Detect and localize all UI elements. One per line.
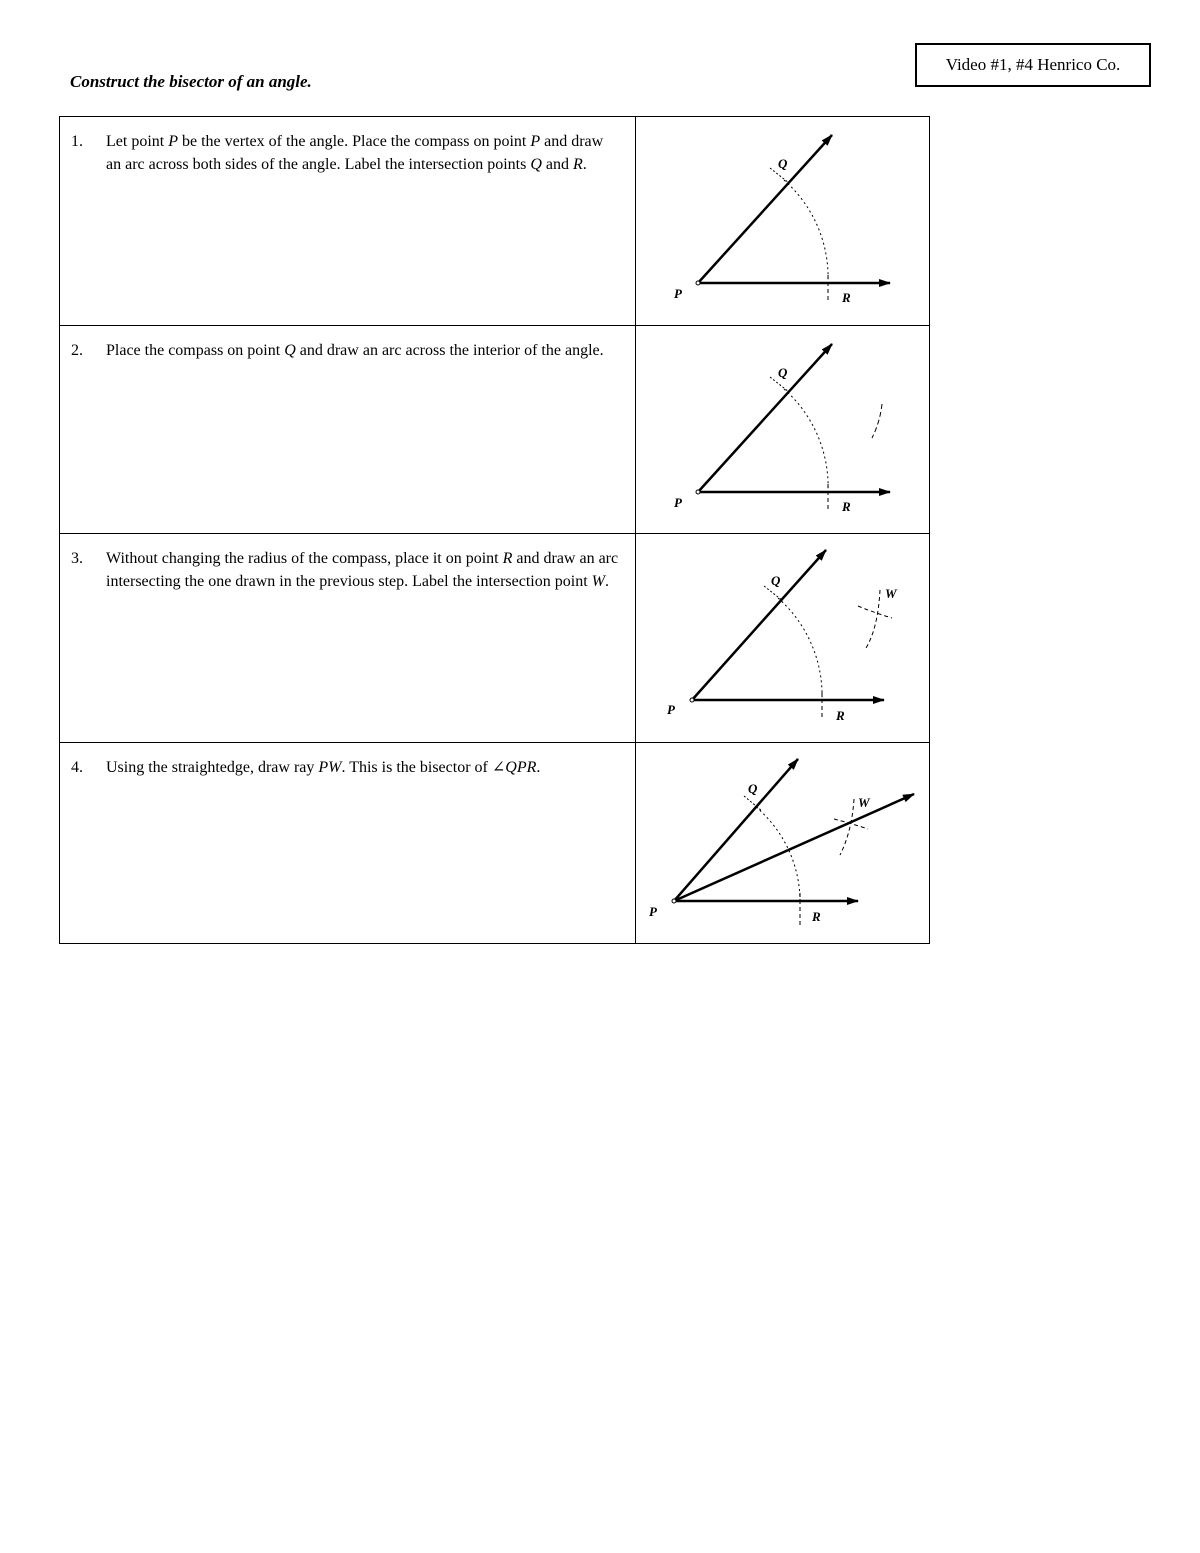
- step-1-number: 1.: [71, 133, 83, 150]
- step-4-number: 4.: [71, 759, 83, 776]
- construction-steps-table: [59, 116, 930, 944]
- label-r: R: [812, 909, 821, 924]
- label-w: W: [885, 586, 897, 601]
- arc-from-p: [778, 598, 822, 700]
- ray-pq: [698, 135, 832, 283]
- label-r: R: [836, 708, 845, 723]
- step-1-figure-cell: [636, 117, 930, 326]
- step-row-4: [60, 743, 930, 944]
- step-1-text-cell: [60, 117, 636, 326]
- step-3-number: 3.: [71, 550, 83, 567]
- step-2-figure-cell: [636, 326, 930, 534]
- arc-tick-q: [764, 586, 783, 601]
- label-p: P: [674, 495, 682, 510]
- arc-from-p: [784, 180, 828, 283]
- step-1-construction-diagram: [636, 117, 928, 323]
- step-2-construction-diagram: [636, 326, 928, 531]
- step-row-3: [60, 534, 930, 743]
- step-3-figure-cell: [636, 534, 930, 743]
- point-p: [696, 281, 700, 285]
- label-p: P: [649, 904, 657, 919]
- step-2-text-cell: [60, 326, 636, 534]
- step-4-construction-diagram: [636, 743, 928, 941]
- point-p: [690, 698, 694, 702]
- step-row-1: [60, 117, 930, 326]
- step-1-text: Let point P be the vertex of the angle. Place the compass on point P and draw an arc across both sides of the angle. Label the intersection points Q and R.: [106, 133, 604, 173]
- arc-from-q: [866, 590, 880, 648]
- video-reference-box: [915, 43, 1151, 87]
- arc-from-p: [784, 389, 828, 492]
- label-q: Q: [778, 365, 788, 380]
- ray-pw-bisector: [674, 794, 914, 901]
- label-r: R: [842, 499, 851, 514]
- point-p: [696, 490, 700, 494]
- label-p: P: [674, 286, 682, 301]
- ray-pq: [674, 759, 798, 901]
- label-q: Q: [778, 156, 788, 171]
- label-q: Q: [771, 573, 781, 588]
- point-p: [672, 899, 676, 903]
- page-title: Construct the bisector of an angle.: [70, 72, 312, 91]
- step-row-2: [60, 326, 930, 534]
- step-3-text-cell: [60, 534, 636, 743]
- video-reference-label: Video #1, #4 Henrico Co.: [945, 55, 1121, 74]
- label-w: W: [858, 795, 870, 810]
- arc-from-q: [872, 404, 882, 438]
- step-2-number: 2.: [71, 342, 83, 359]
- arc-from-r: [858, 606, 892, 618]
- label-p: P: [667, 702, 675, 717]
- step-4-text-cell: [60, 743, 636, 944]
- ray-pq: [692, 550, 826, 700]
- label-r: R: [842, 290, 851, 305]
- label-q: Q: [748, 781, 758, 796]
- step-3-construction-diagram: [636, 534, 928, 740]
- step-2-text: Place the compass on point Q and draw an arc across the interior of the angle.: [106, 342, 604, 359]
- ray-pq: [698, 344, 832, 492]
- step-4-text: Using the straightedge, draw ray PW. This is the bisector of ∠QPR.: [106, 759, 541, 776]
- step-4-figure-cell: [636, 743, 930, 944]
- step-3-text: Without changing the radius of the compass, place it on point R and draw an arc intersecting the one drawn in the previous step. Label the intersection point W.: [106, 550, 619, 590]
